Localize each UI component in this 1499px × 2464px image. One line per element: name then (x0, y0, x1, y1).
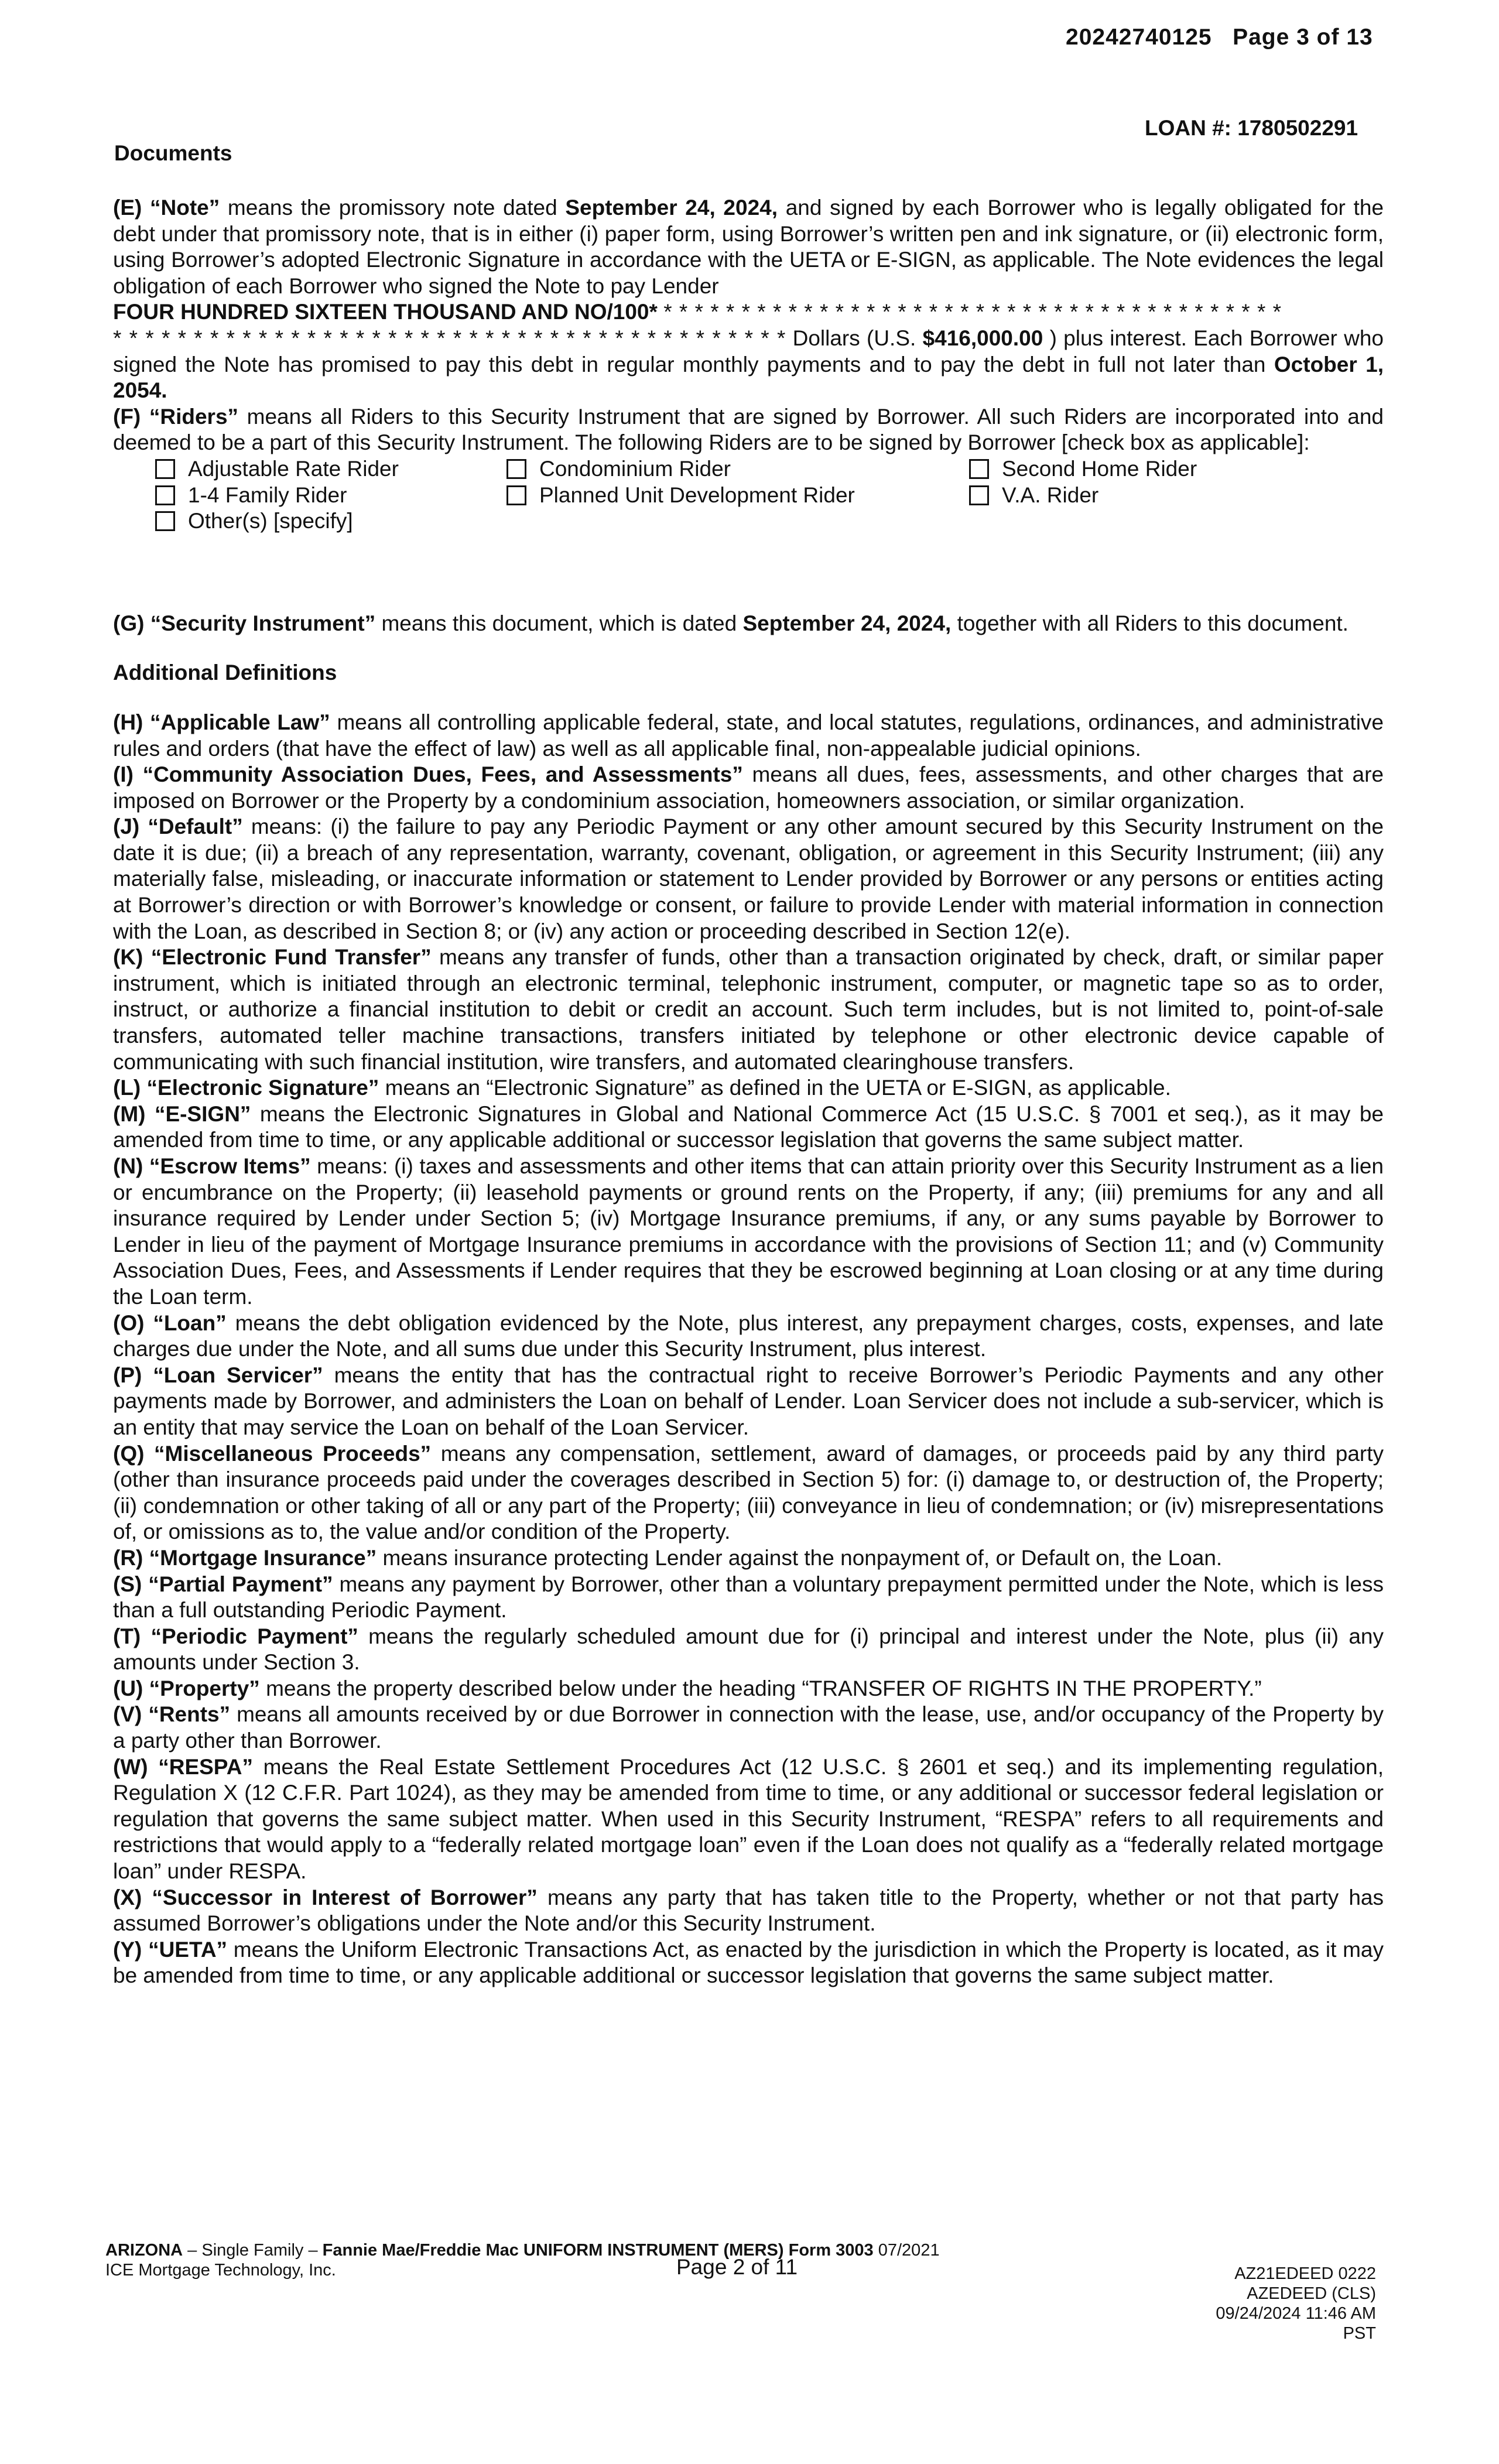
section-title-additional-definitions: Additional Definitions (113, 661, 337, 685)
definition-letter: (Y) (113, 1937, 142, 1962)
definition-letter: (S) (113, 1572, 142, 1596)
definition-body: together with all Riders to this document. (951, 611, 1349, 635)
form-instrument: Fannie Mae/Freddie Mac UNIFORM INSTRUMENT (322, 2241, 719, 2260)
definition-F (113, 404, 1384, 456)
rider-label: Adjustable Rate Rider (188, 456, 399, 481)
definition-body: means any party that has taken title to the Property, whether or not that party has assumed Borrower’s obligations under the Note and/or this Security Instrument. (113, 1885, 1384, 1936)
definition-body: means any transfer of funds, other than a transaction originated by check, draft, or similar paper instrument, which is initiated through an electronic terminal, telephonic instrument, computer, or magnetic tape so as to order, instruct, or authorize a financial institution to debit or credit an account. Such term includes, but is not limited to, point-of-sale transfers, automated teller machine transactions, transfers initiated by telephone or other electronic device capable of communicating with such financial institution, wire transfers, and automated clearinghouse transfers. (113, 945, 1384, 1074)
rider-option[interactable] (155, 508, 506, 535)
definition-term: “Rents” (148, 1702, 231, 1727)
definition-item (113, 762, 1384, 814)
definition-item (113, 1676, 1384, 1702)
definition-body: means: (i) the failure to pay any Periodic Payment or any other amount secured by this Security Instrument on the date it is due; (ii) a breach of any representation, warranty, covenant, obligation, or agreement in this Security Instrument; (iii) any materially false, misleading, or inaccurate information or statement to Lender provided by Borrower or any persons or entities acting at Borrower’s direction or with Borrower’s knowledge or consent, or failure to provide Lender with material information in connection with the Loan, as described in Section 8; or (iv) any action or proceeding described in Section 12(e). (113, 815, 1384, 943)
checkbox[interactable] (969, 459, 989, 479)
definition-letter: (V) (113, 1702, 142, 1727)
definition-term: “UETA” (148, 1937, 228, 1962)
star-fill-2: * * * * * * * * * * * * * * * * * * * * * * * * * * * * * * * * * * * * * * * * * * (113, 326, 786, 350)
definition-letter: (Q) (113, 1441, 145, 1466)
loan-amount: $416,000.00 (922, 326, 1043, 350)
definition-term: “Default” (148, 815, 243, 839)
rider-label: Second Home Rider (1002, 456, 1197, 481)
rider-label: Condominium Rider (539, 456, 731, 481)
definition-G (113, 611, 1384, 637)
definition-letter: (U) (113, 1676, 143, 1700)
definition-term: “Property” (149, 1676, 260, 1700)
definition-body: means all controlling applicable federal, state, and local statutes, regulations, ordinances, and administrative rules and orders (that have the effect of law) as well as all applicable final, non-appealable judicial opinions. (113, 710, 1384, 761)
recording-number: 20242740125 (1066, 25, 1212, 50)
definition-E (113, 195, 1384, 404)
definition-body: means: (i) taxes and assessments and other items that can attain priority over this Security Instrument as a lien or encumbrance on the Property; (ii) leasehold payments or ground rents on the Property, if any; (iii) premiums for any and all insurance required by Lender under Section 5; (iv) Mortgage Insurance premiums, if any, or any sums payable by Borrower to Lender in lieu of the payment of Mortgage Insurance premiums in accordance with the provisions of Section 11; and (v) Community Association Dues, Fees, and Assessments if Lender requires that they be escrowed beginning at Loan closing or at any time during the Loan term. (113, 1154, 1384, 1309)
amount-in-words: FOUR HUNDRED SIXTEEN THOUSAND AND NO/100* (113, 300, 658, 324)
definition-body: means all amounts received by or due Borrower in connection with the lease, use, and/or occupancy of the Property by a party other than Borrower. (113, 1702, 1384, 1753)
instrument-date: September 24, 2024, (742, 611, 952, 635)
definition-letter: (W) (113, 1754, 148, 1779)
rider-label: V.A. Rider (1002, 482, 1099, 507)
definition-lead: means this document, which is dated (375, 611, 743, 635)
section-title-documents: Documents (114, 141, 232, 165)
recording-header (1066, 25, 1373, 51)
form-code-1: AZ21EDEED 0222 (1234, 2264, 1376, 2283)
definition-letter: (N) (113, 1154, 143, 1178)
checkbox[interactable] (155, 459, 175, 479)
form-footer (105, 2240, 940, 2280)
rider-checkbox-list (155, 456, 1384, 535)
definition-letter: (G) (113, 611, 145, 635)
definition-item (113, 1754, 1384, 1885)
form-code-2: AZEDEED (CLS) (1247, 2284, 1376, 2303)
recorded-page-label: Page 3 of 13 (1233, 25, 1373, 50)
form-version: 07/2021 (873, 2241, 940, 2260)
rider-label: 1-4 Family Rider (188, 482, 347, 507)
definition-letter: (F) (113, 404, 141, 429)
definition-term: “Loan” (153, 1310, 227, 1335)
definition-body: means insurance protecting Lender against the nonpayment of, or Default on, the Loan. (377, 1545, 1223, 1570)
definition-letter: (L) (113, 1076, 141, 1100)
rider-label: Other(s) [specify] (188, 509, 353, 533)
definition-letter: (J) (113, 815, 140, 839)
definition-term: “Community Association Dues, Fees, and Assessments” (142, 762, 743, 787)
checkbox[interactable] (506, 485, 526, 505)
definition-body: means any payment by Borrower, other than a voluntary prepayment permitted under the Note, which is less than a full outstanding Periodic Payment. (113, 1572, 1384, 1623)
definition-lead: means the promissory note dated (220, 196, 566, 220)
form-type: – Single Family – (183, 2241, 323, 2260)
definition-body: means the property described below under the heading “TRANSFER OF RIGHTS IN THE PROPERTY.” (259, 1676, 1262, 1700)
definition-item (113, 1624, 1384, 1676)
note-date: September 24, 2024, (565, 196, 778, 220)
definition-item (113, 1702, 1384, 1754)
form-page-label: Page 2 of 11 (676, 2255, 798, 2279)
form-number: (MERS) Form 3003 (718, 2241, 874, 2260)
definition-term: “Security Instrument” (150, 611, 376, 635)
definition-body: means the Electronic Signatures in Global and National Commerce Act (15 U.S.C. § 7001 et seq.), as it may be amended from time to time, or any applicable additional or successor legislation that governs the same subject matter. (113, 1101, 1384, 1152)
definition-body: means all dues, fees, assessments, and other charges that are imposed on Borrower or the Property by a condominium association, homeowners association, or similar organization. (113, 762, 1384, 813)
definition-term: “Electronic Fund Transfer” (150, 945, 432, 970)
definition-item (113, 944, 1384, 1075)
definition-letter: (P) (113, 1363, 142, 1387)
rider-option[interactable] (969, 456, 1297, 482)
rider-option[interactable] (506, 482, 969, 509)
form-timestamp: 09/24/2024 11:46 AM PST (1216, 2304, 1376, 2343)
definition-item (113, 814, 1384, 944)
definition-body: means an “Electronic Signature” as defined in the UETA or E-SIGN, as applicable. (379, 1076, 1171, 1100)
definition-item (113, 1545, 1384, 1572)
definition-term: “Loan Servicer” (153, 1363, 323, 1387)
definition-item (113, 1441, 1384, 1545)
rider-option[interactable] (155, 482, 506, 509)
definition-body: means all Riders to this Security Instrument that are signed by Borrower. All such Riders are incorporated into and deemed to be a part of this Security Instrument. The following Riders are to be signed by Borrower [check box as applicable]: (113, 404, 1384, 455)
definition-term: “E-SIGN” (154, 1101, 251, 1126)
form-line-1 (105, 2240, 940, 2260)
definition-letter: (K) (113, 945, 143, 970)
definition-item (113, 1572, 1384, 1624)
definition-item (113, 1937, 1384, 1989)
document-body (113, 195, 1384, 1989)
definition-term: “Miscellaneous Proceeds” (154, 1441, 432, 1466)
checkbox[interactable] (506, 459, 526, 479)
definition-letter: (R) (113, 1545, 143, 1570)
maturity-date: October 1, 2054. (113, 352, 1384, 403)
definition-letter: (E) (113, 196, 142, 220)
rider-option[interactable] (969, 482, 1297, 509)
definition-term: “Mortgage Insurance” (149, 1545, 377, 1570)
star-fill-1: * * * * * * * * * * * * * * * * * * * * * * * * * * * * * * * * * * * * * * * * (663, 300, 1282, 324)
definition-letter: (M) (113, 1101, 146, 1126)
definition-item (113, 1363, 1384, 1441)
form-line-2: ICE Mortgage Technology, Inc. (105, 2261, 336, 2280)
definition-body: and signed by each Borrower who is legally obligated for the debt under that promissory note, that is in either (i) paper form, using Borrower’s written pen and ink signature, or (ii) electronic form, using Borrower’s adopted Electronic Signature in accordance with the UETA or E-SIGN, as applicable. The Note evidences the legal obligation of each Borrower who signed the Note to pay Lender (113, 196, 1384, 298)
additional-definitions-list (113, 710, 1384, 1989)
definition-item (113, 1101, 1384, 1154)
definition-term: “Escrow Items” (149, 1154, 311, 1178)
definition-letter: (X) (113, 1885, 142, 1909)
definition-item (113, 1154, 1384, 1310)
definition-term: “Electronic Signature” (146, 1076, 379, 1100)
definition-term: “RESPA” (158, 1754, 253, 1779)
definition-term: “Note” (150, 196, 220, 220)
definition-item (113, 710, 1384, 762)
definition-body: means the regularly scheduled amount due for (i) principal and interest under the Note, plus (ii) any amounts under Section 3. (113, 1624, 1384, 1675)
checkbox[interactable] (155, 511, 175, 531)
form-codes (1183, 2264, 1376, 2343)
definition-body: means the Real Estate Settlement Procedures Act (12 U.S.C. § 2601 et seq.) and its implementing regulation, Regulation X (12 C.F.R. Part 1024), as they may be amended from time to time, or any additional or successor federal legislation or regulation that governs the same subject matter. When used in this Security Instrument, “RESPA” refers to all requirements and restrictions that would apply to a “federally related mortgage loan” even if the Loan does not qualify as a “federally related mortgage loan” under RESPA. (113, 1754, 1384, 1884)
definition-body: means any compensation, settlement, award of damages, or proceeds paid by any third party (other than insurance proceeds paid under the coverages described in Section 5) for: (i) damage to, or destruction of, the Property; (ii) condemnation or other taking of all or any part of the Property; (iii) conveyance in lieu of condemnation; or (iv) misrepresentations of, or omissions as to, the value and/or condition of the Property. (113, 1441, 1384, 1544)
definition-term: “Riders” (149, 404, 239, 429)
definition-body: means the entity that has the contractual right to receive Borrower’s Periodic Payments and any other payments made by Borrower, and administers the Loan on behalf of Lender. Loan Servicer does not include a sub-servicer, which is an entity that may service the Loan on behalf of the Loan Servicer. (113, 1363, 1384, 1439)
definition-letter: (O) (113, 1310, 145, 1335)
definition-letter: (H) (113, 710, 143, 734)
checkbox[interactable] (155, 485, 175, 505)
definition-term: “Periodic Payment” (150, 1624, 358, 1648)
definition-term: “Applicable Law” (150, 710, 330, 734)
definition-letter: (T) (113, 1624, 141, 1648)
definition-term: “Successor in Interest of Borrower” (152, 1885, 538, 1909)
loan-number: LOAN #: 1780502291 (1145, 116, 1358, 140)
checkbox[interactable] (969, 485, 989, 505)
definition-item (113, 1885, 1384, 1937)
definition-item (113, 1310, 1384, 1363)
dollars-suffix: ) plus interest. Each Borrower who signed the Note has promised to pay this debt in regular monthly payments and to pay the debt in full not later than (113, 326, 1384, 377)
rider-option[interactable] (155, 456, 506, 482)
form-state: ARIZONA (105, 2241, 183, 2260)
rider-option[interactable] (506, 456, 969, 482)
definition-body: means the debt obligation evidenced by the Note, plus interest, any prepayment charges, costs, expenses, and late charges due under the Note, and all sums due under this Security Instrument, plus interest. (113, 1310, 1384, 1361)
rider-label: Planned Unit Development Rider (539, 482, 855, 507)
definition-letter: (I) (113, 762, 134, 787)
definition-item (113, 1075, 1384, 1101)
dollars-prefix: Dollars (U.S. (786, 326, 923, 350)
definition-body: means the Uniform Electronic Transactions Act, as enacted by the jurisdiction in which the Property is located, as it may be amended from time to time, or any applicable additional or successor legislation that governs the same subject matter. (113, 1937, 1384, 1988)
definition-term: “Partial Payment” (148, 1572, 333, 1596)
